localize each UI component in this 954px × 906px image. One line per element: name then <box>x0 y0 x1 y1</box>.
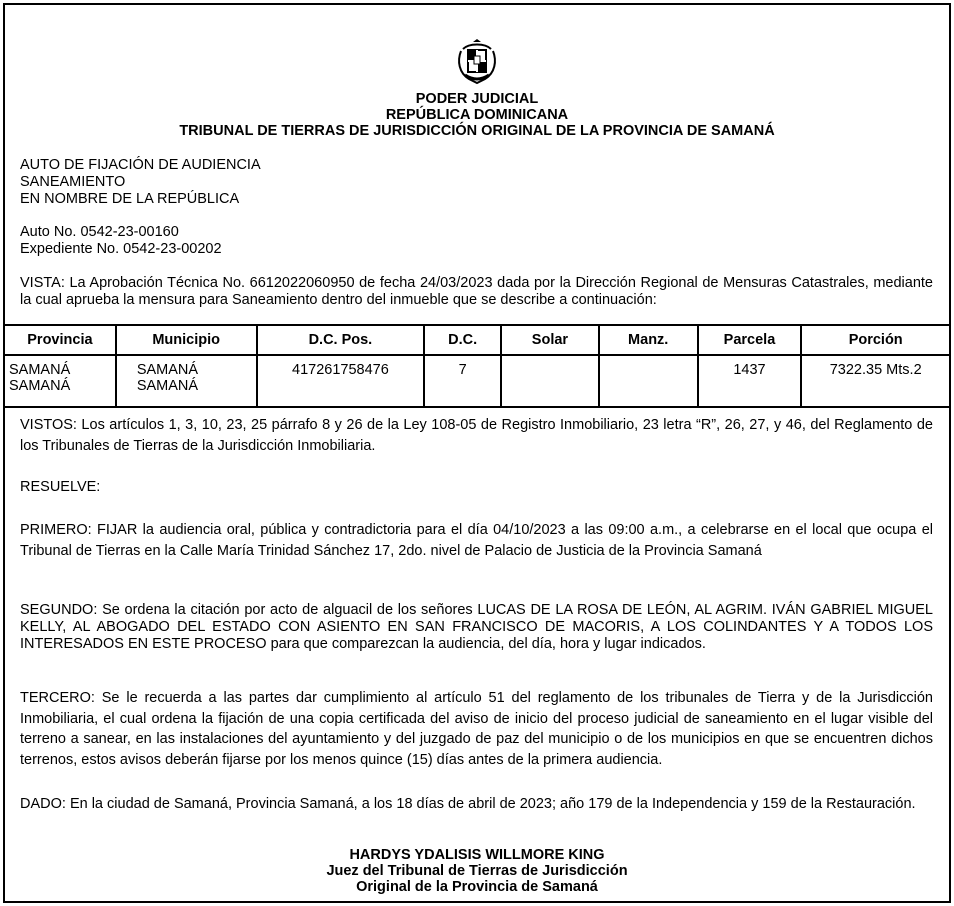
reference-block <box>20 224 933 258</box>
vista-paragraph: VISTA: La Aprobación Técnica No. 6612022060950 de fecha 24/03/2023 dada por la Dirección Regional de Mensuras Catastrales, mediante la cual aprueba la mensura para Saneamiento dentro del inmueble que se describe a continuación: <box>20 275 933 308</box>
header-line-tribunal: TRIBUNAL DE TIERRAS DE JURISDICCIÓN ORIGINAL DE LA PROVINCIA DE SAMANÁ <box>179 123 775 139</box>
auto-title: AUTO DE FIJACIÓN DE AUDIENCIA <box>20 157 261 173</box>
header-line-republic: REPÚBLICA DOMINICANA <box>385 107 569 123</box>
col-municipio: Municipio <box>116 325 257 355</box>
expediente-number: Expediente No. 0542-23-00202 <box>20 241 222 257</box>
cell-provincia-line: SAMANÁ <box>9 378 71 394</box>
table-header-row <box>4 325 950 355</box>
auto-title-block <box>20 157 933 208</box>
cell-municipio <box>116 355 257 407</box>
segundo-paragraph: SEGUNDO: Se ordena la citación por acto de alguacil de los señores LUCAS DE LA ROSA DE LEÓN, AL AGRIM. IVÁN GABRIEL MIGUEL KELLY, AL ABOGADO DEL ESTADO CON ASIENTO EN SAN FRANCISCO DE MACORIS, A LOS COLINDANTES Y A TODOS LOS INTERESADOS EN ESTE PROCESO para que comparezcan la audiencia, del día, hora y lugar indicados. <box>20 602 933 652</box>
document-frame <box>3 3 951 903</box>
cell-solar <box>501 355 599 407</box>
table-row <box>4 355 950 407</box>
auto-authority: EN NOMBRE DE LA REPÚBLICA <box>20 191 240 207</box>
vistos-paragraph: VISTOS: Los artículos 1, 3, 10, 23, 25 párrafo 8 y 26 de la Ley 108-05 de Registro Inmobiliario, 23 letra “R”, 26, 27, y 46, del Reglamento de los Tribunales de Tierras de la Jurisdicción Inmobiliaria. <box>20 417 933 454</box>
signature-block <box>5 847 949 895</box>
cell-provincia-line: SAMANÁ <box>9 362 71 378</box>
col-parcela: Parcela <box>698 325 802 355</box>
cell-provincia <box>4 355 116 407</box>
auto-number: Auto No. 0542-23-00160 <box>20 224 179 240</box>
col-solar: Solar <box>501 325 599 355</box>
header-line-judicial: PODER JUDICIAL <box>415 91 539 107</box>
cell-municipio-line: SAMANÁ <box>136 378 199 394</box>
judge-title-line1: Juez del Tribunal de Tierras de Jurisdicción <box>326 863 628 879</box>
cell-manz <box>599 355 698 407</box>
cell-dc-pos: 417261758476 <box>257 355 425 407</box>
col-porcion: Porción <box>801 325 950 355</box>
primero-paragraph: PRIMERO: FIJAR la audiencia oral, pública y contradictoria para el día 04/10/2023 a las 09:00 a.m., a celebrarse en el local que ocupa el Tribunal de Tierras en la Calle María Trinidad Sánchez 17, 2do. nivel de Palacio de Justicia de la Provincia Samaná <box>20 522 933 559</box>
cell-dc: 7 <box>424 355 501 407</box>
col-manz: Manz. <box>599 325 698 355</box>
cell-parcela: 1437 <box>698 355 802 407</box>
property-table <box>3 324 951 408</box>
judge-title-line2: Original de la Provincia de Samaná <box>356 879 598 895</box>
col-dc-pos: D.C. Pos. <box>257 325 425 355</box>
judge-name: HARDYS YDALISIS WILLMORE KING <box>349 847 605 863</box>
col-provincia: Provincia <box>4 325 116 355</box>
coat-of-arms-icon <box>455 39 499 85</box>
resuelve-heading: RESUELVE: <box>20 479 101 495</box>
court-header <box>5 91 949 139</box>
cell-municipio-line: SAMANÁ <box>136 362 199 378</box>
col-dc: D.C. <box>424 325 501 355</box>
tercero-paragraph: TERCERO: Se le recuerda a las partes dar cumplimiento al artículo 51 del reglamento de los tribunales de Tierra y de la Jurisdicción Inmobiliaria, el cual ordena la fijación de una copia certificada del aviso de inicio del proceso judicial de saneamiento en el lugar visible del terreno a sanear, en las instalaciones del ayuntamiento y del juzgado de paz del municipio o de los municipios en que se encuentren dichos terrenos, estos avisos deberán fijarse por los menos quince (15) días antes de la primera audiencia. <box>20 690 933 768</box>
dado-paragraph: DADO: En la ciudad de Samaná, Provincia Samaná, a los 18 días de abril de 2023; año 179 de la Independencia y 159 de la Restauración. <box>20 796 916 812</box>
cell-porcion: 7322.35 Mts.2 <box>801 355 950 407</box>
auto-subtitle: SANEAMIENTO <box>20 174 126 190</box>
